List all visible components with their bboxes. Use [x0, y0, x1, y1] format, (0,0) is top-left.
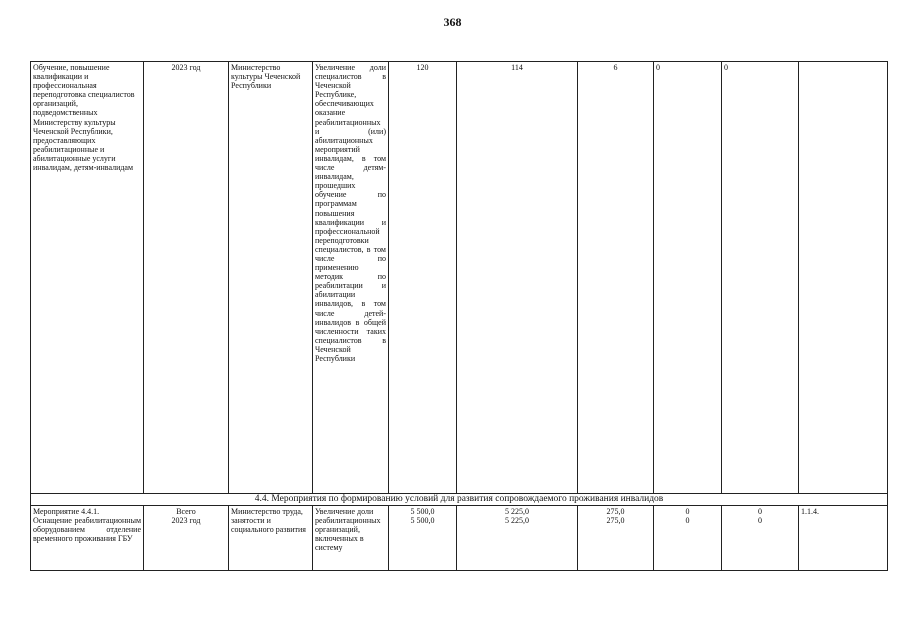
value-regional-cell: 6 [578, 62, 654, 494]
executor-cell: Министерство труда, занятости и социального развития [229, 506, 313, 571]
value-local-year: 0 [685, 516, 690, 526]
activity-number: Мероприятие 4.4.1. [33, 507, 100, 516]
table-row [31, 62, 888, 494]
value-federal-cell: 114 [457, 62, 578, 494]
value-total-all: 5 500,0 [410, 507, 435, 516]
value-local-all: 0 [685, 507, 690, 516]
value-regional-cell [578, 506, 654, 571]
value-local-cell [654, 506, 722, 571]
value-total-year: 5 500,0 [410, 516, 435, 526]
indicator-cell: Увеличение доли специалистов в Чеченской Республике, обеспечивающих оказание реабилитационных и (или) абилитационных мероприятий инвалидам, в том числе детям-инвалидам, прошедших обучение по программам повышения квалификации и профессиональной переподготовки специалистов, в том числе по применению методик по реабилитации и абилитации инвалидов, в том числе детей-инвалидов в общей численности таких специалистов в Чеченской Республики [313, 62, 389, 494]
executor-cell: Министерство культуры Чеченской Республики [229, 62, 313, 494]
value-other-year: 0 [758, 516, 762, 526]
program-table [30, 61, 888, 571]
value-federal-cell [457, 506, 578, 571]
value-total-cell: 120 [389, 62, 457, 494]
value-regional-year: 275,0 [606, 516, 625, 526]
year-label: 2023 год [171, 516, 201, 526]
indicator-cell: Увеличение доли реабилитационных организаций, включенных в систему [313, 506, 389, 571]
value-local-cell: 0 [654, 62, 722, 494]
activity-name-cell: Обучение, повышение квалификации и профессиональная переподготовка специалистов организаций, подведомственных Министерству культуры Чеченской Республики, предоставляющих реабилитационные и абилитационные услуги инвалидам, детям-инвалидам [31, 62, 144, 494]
value-other-cell: 0 [722, 62, 799, 494]
indicator-code-cell [799, 62, 888, 494]
year-cell [144, 506, 229, 571]
value-federal-all: 5 225,0 [505, 507, 529, 516]
value-regional-all: 275,0 [606, 507, 625, 516]
value-other-cell [722, 506, 799, 571]
table-row [31, 506, 888, 571]
year-total-label: Всего [176, 507, 196, 516]
value-total-cell [389, 506, 457, 571]
year-cell: 2023 год [144, 62, 229, 494]
indicator-code-cell: 1.1.4. [799, 506, 888, 571]
page-number: 368 [443, 15, 462, 29]
section-title: 4.4. Мероприятия по формированию условий для развития сопровождаемого проживания инвалидов [31, 494, 888, 506]
section-row [31, 494, 888, 506]
activity-name-cell [31, 506, 144, 571]
activity-description: Оснащение реабилитационным оборудованием отделение временного проживания ГБУ [33, 516, 141, 544]
value-other-all: 0 [758, 507, 762, 516]
value-federal-year: 5 225,0 [505, 516, 529, 526]
